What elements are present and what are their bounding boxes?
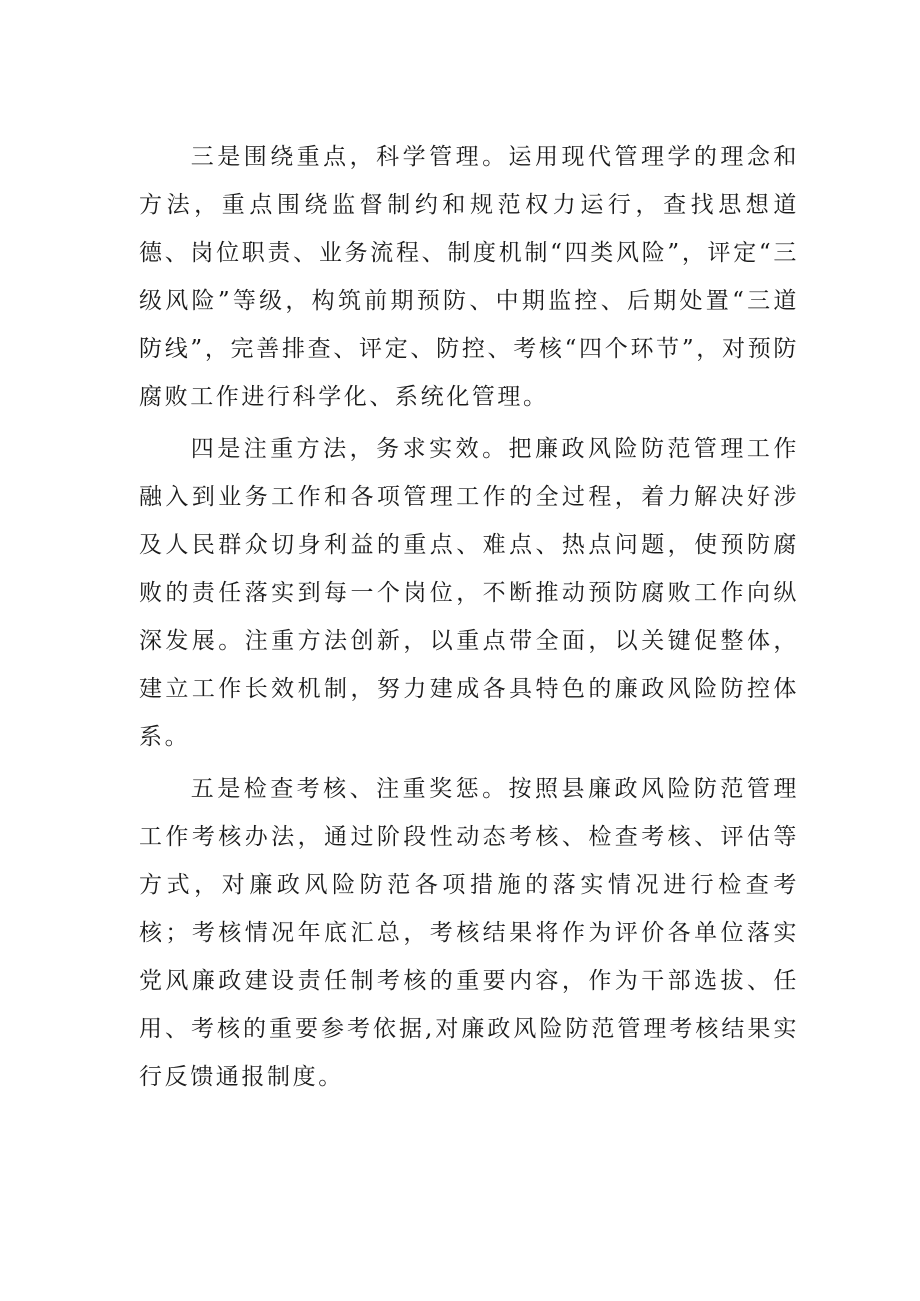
- document-body: [139, 133, 799, 1105]
- paragraph-three: 三是围绕重点，科学管理。运用现代管理学的理念和方法，重点围绕监督制约和规范权力运行，查找思想道德、岗位职责、业务流程、制度机制“四类风险”，评定“三级风险”等级，构筑前期预防、中期监控、后期处置“三道防线”，完善排查、评定、防控、考核“四个环节”，对预防腐败工作进行科学化、系统化管理。: [139, 144, 799, 410]
- paragraph-five: 五是检查考核、注重奖惩。按照县廉政风险防范管理工作考核办法，通过阶段性动态考核、检查考核、评估等方式，对廉政风险防范各项措施的落实情况进行检查考核；考核情况年底汇总，考核结果将作为评价各单位落实党风廉政建设责任制考核的重要内容，作为干部选拔、任用、考核的重要参考依据,对廉政风险防范管理考核结果实行反馈通报制度。: [139, 776, 799, 1090]
- paragraph-four: 四是注重方法，务求实效。把廉政风险防范管理工作融入到业务工作和各项管理工作的全过程，着力解决好涉及人民群众切身利益的重点、难点、热点问题，使预防腐败的责任落实到每一个岗位，不断推动预防腐败工作向纵深发展。注重方法创新，以重点带全面，以关键促整体，建立工作长效机制，努力建成各具特色的廉政风险防控体系。: [139, 436, 799, 750]
